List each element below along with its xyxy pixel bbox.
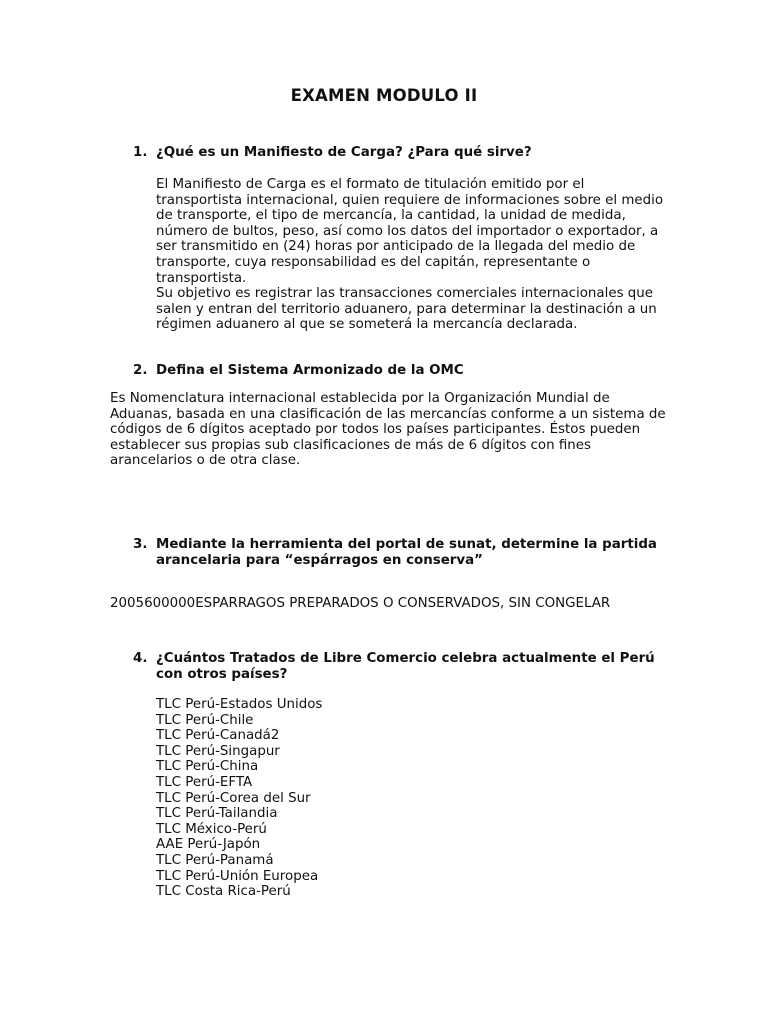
trade-agreements-list: [156, 697, 322, 900]
question-number: 3.: [133, 537, 148, 552]
list-item: TLC Perú-Corea del Sur: [156, 790, 311, 806]
question-1: [133, 145, 663, 161]
answer-3: 2005600000ESPARRAGOS PREPARADOS O CONSERVADOS, SIN CONGELAR: [110, 596, 611, 611]
list-item: TLC Perú-Singapur: [156, 743, 280, 759]
question-number: 4.: [133, 651, 148, 666]
list-item: TLC Perú-Unión Europea: [156, 868, 319, 884]
document-title: EXAMEN MODULO II: [290, 86, 478, 105]
question-text: Defina el Sistema Armonizado de la OMC: [156, 363, 464, 378]
list-item: TLC Perú-Panamá: [156, 852, 274, 868]
answer-2: Es Nomenclatura internacional establecida por la Organización Mundial de Aduanas, basada en una clasificación de las mercancías conforme a un sistema de códigos de 6 dígitos aceptado por todos los países participantes. Éstos pueden establecer sus propias sub clasificaciones de más de 6 dígitos con fines arancelarios o de otra clase.: [110, 391, 666, 469]
list-item: AAE Perú-Japón: [156, 837, 261, 853]
question-text: ¿Qué es un Manifiesto de Carga? ¿Para qué sirve?: [156, 145, 532, 160]
question-2: [133, 363, 663, 379]
question-3: [133, 537, 663, 569]
question-number: 1.: [133, 145, 148, 160]
list-item: TLC Costa Rica-Perú: [156, 884, 291, 900]
list-item: TLC Perú-Estados Unidos: [156, 697, 323, 712]
list-item: TLC Perú-EFTA: [156, 774, 253, 790]
list-item: TLC México-Perú: [156, 821, 267, 837]
question-text: ¿Cuántos Tratados de Libre Comercio celebra actualmente el Perú con otros países?: [156, 651, 655, 682]
answer-1-paragraph-2: Su objetivo es registrar las transacciones comerciales internacionales que salen y entran del territorio aduanero, para determinar la destinación a un régimen aduanero al que se someterá la mercancía declarada.: [156, 286, 657, 333]
list-item: TLC Perú-China: [156, 759, 259, 775]
list-item: TLC Perú-Tailandia: [156, 806, 278, 822]
list-item: TLC Perú-Chile: [156, 712, 254, 728]
answer-1-paragraph-1: El Manifiesto de Carga es el formato de titulación emitido por el transportista internacional, quien requiere de informaciones sobre el medio de transporte, el tipo de mercancía, la cantidad, la unidad de medida, número de bultos, peso, así como los datos del importador o exportador, a ser transmitido en (24) horas por anticipado de la llegada del medio de transporte, cuya responsabilidad es del capitán, representante o transportista.: [156, 177, 664, 286]
list-item: TLC Perú-Canadá2: [156, 728, 280, 744]
question-number: 2.: [133, 363, 148, 378]
question-4: [133, 651, 663, 683]
question-text: Mediante la herramienta del portal de sunat, determine la partida arancelaria para “espárragos en conserva”: [156, 537, 657, 568]
